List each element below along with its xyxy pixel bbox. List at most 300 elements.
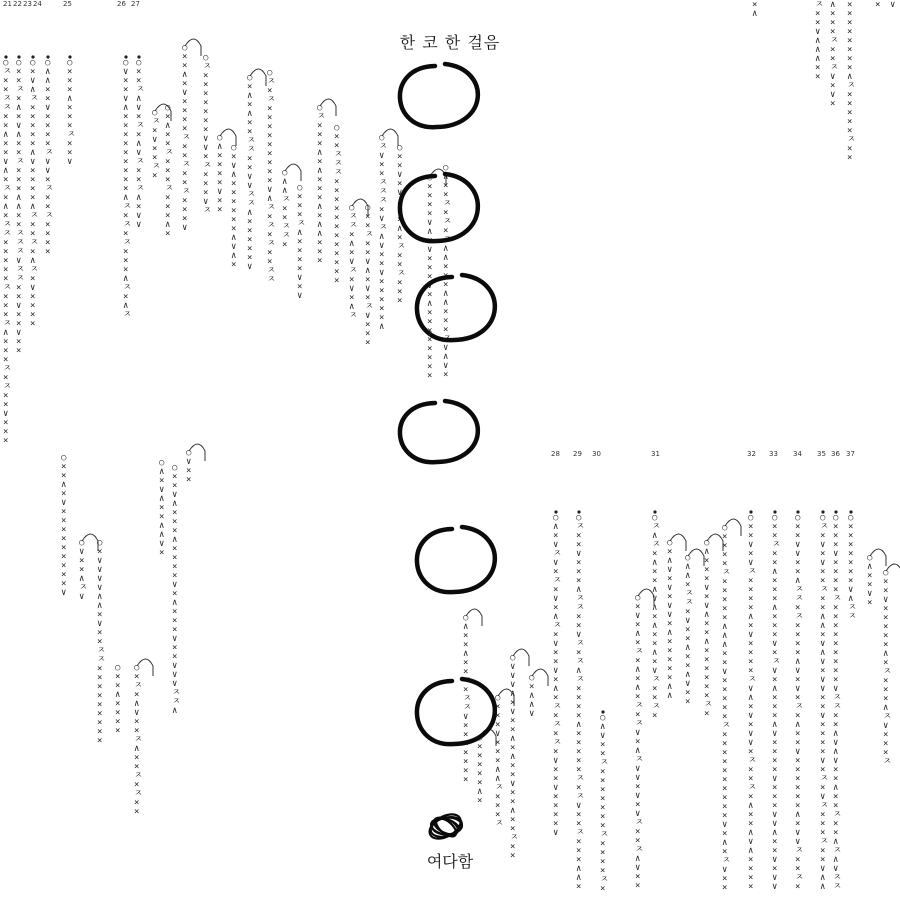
stitch-column xyxy=(553,510,562,838)
stitch-symbol: ㅈ xyxy=(16,265,25,275)
stitch-symbol: × xyxy=(317,184,323,194)
stitch-symbol: × xyxy=(379,313,385,323)
stitch-symbol: × xyxy=(576,648,582,658)
stitch-symbol: ∨ xyxy=(772,873,778,883)
stitch-symbol: ○ xyxy=(510,653,516,663)
stitch-symbol: ∧ xyxy=(722,640,728,650)
stitch-symbol: ㅈ xyxy=(820,585,829,595)
stitch-symbol: × xyxy=(748,810,754,820)
stitch-column xyxy=(134,659,153,817)
stitch-symbol: ㅈ xyxy=(30,94,39,104)
stitch-symbol: ㅈ xyxy=(463,676,472,686)
stitch-symbol: ∨ xyxy=(136,211,142,221)
stitch-symbol: ㅈ xyxy=(510,833,519,843)
stitch-symbol: × xyxy=(772,585,778,595)
stitch-symbol: ○ xyxy=(30,58,36,68)
stitch-symbol: ∨ xyxy=(685,679,691,689)
stitch-symbol: × xyxy=(495,756,501,766)
stitch-symbol: ∧ xyxy=(820,648,826,658)
stitch-symbol: × xyxy=(748,702,754,712)
stitch-symbol: × xyxy=(136,130,142,140)
stitch-symbol: ㅈ xyxy=(3,319,12,329)
stitch-symbol: × xyxy=(576,531,582,541)
stitch-symbol: ㅈ xyxy=(833,873,842,883)
column-number: 29 xyxy=(573,450,582,458)
stitch-symbol: ∨ xyxy=(203,197,209,207)
stitch-symbol: ∧ xyxy=(427,227,433,237)
stitch-symbol: × xyxy=(203,71,209,81)
stitch-symbol: ∨ xyxy=(495,729,501,739)
stitch-symbol: × xyxy=(722,703,728,713)
stitch-symbol: ∧ xyxy=(463,649,469,659)
stitch-symbol: × xyxy=(847,54,853,64)
stitch-symbol: ○ xyxy=(231,143,237,153)
stitch-symbol: × xyxy=(186,475,192,485)
stitch-column xyxy=(67,55,76,167)
stitch-symbol: ∧ xyxy=(134,744,140,754)
stitch-symbol: × xyxy=(772,531,778,541)
stitch-symbol: × xyxy=(231,188,237,198)
stitch-symbol: ○ xyxy=(247,73,253,83)
stitch-symbol: ∧ xyxy=(815,54,821,64)
stitch-symbol: ∨ xyxy=(79,547,85,557)
column-number: 22 xyxy=(13,0,22,8)
stitch-symbol: ○ xyxy=(317,103,323,113)
stitch-symbol: ∧ xyxy=(317,166,323,176)
stitch-symbol: × xyxy=(463,775,469,785)
stitch-symbol: × xyxy=(231,197,237,207)
stitch-symbol: × xyxy=(397,215,403,225)
stitch-symbol: ∨ xyxy=(635,764,641,774)
stitch-symbol: ○ xyxy=(867,553,873,563)
stitch-column xyxy=(334,123,343,286)
stitch-symbol: × xyxy=(722,793,728,803)
stitch-symbol: ㅈ xyxy=(553,702,562,712)
stitch-symbol: × xyxy=(815,18,821,28)
stitch-symbol: ∧ xyxy=(576,666,582,676)
stitch-symbol: × xyxy=(317,139,323,149)
stitch-symbol: ∨ xyxy=(820,540,826,550)
stitch-symbol: ∧ xyxy=(379,322,385,332)
stitch-symbol: ∧ xyxy=(217,142,223,152)
stitch-symbol: × xyxy=(748,666,754,676)
stitch-symbol: × xyxy=(134,753,140,763)
stitch-symbol: ㅈ xyxy=(365,302,374,312)
stitch-symbol: × xyxy=(30,319,36,329)
stitch-symbol: × xyxy=(172,571,178,581)
stitch-symbol: × xyxy=(334,222,340,232)
stitch-symbol: × xyxy=(297,255,303,265)
stitch-symbol: × xyxy=(635,674,641,684)
stitch-symbol: × xyxy=(833,765,839,775)
stitch-symbol: × xyxy=(652,576,658,586)
stitch-symbol: × xyxy=(231,152,237,162)
stitch-symbol: ㅈ xyxy=(3,67,12,77)
stitch-symbol: × xyxy=(136,202,142,212)
stitch-symbol: × xyxy=(182,52,188,62)
stitch-symbol: ∧ xyxy=(635,683,641,693)
stitch-symbol: × xyxy=(3,391,9,401)
stitch-symbol: × xyxy=(67,139,73,149)
stitch-symbol: × xyxy=(203,152,209,162)
stitch-symbol: × xyxy=(685,607,691,617)
stitch-symbol: × xyxy=(123,139,129,149)
stitch-symbol: × xyxy=(748,594,754,604)
stitch-symbol: × xyxy=(510,815,516,825)
stitch-symbol: × xyxy=(883,676,889,686)
stitch-column xyxy=(833,510,842,892)
stitch-symbol: ㅈ xyxy=(247,145,256,155)
stitch-symbol: × xyxy=(61,579,67,589)
stitch-column xyxy=(667,534,686,701)
stitch-symbol: ∨ xyxy=(848,585,854,595)
stitch-symbol: × xyxy=(748,720,754,730)
stitch-symbol: ○ xyxy=(203,53,209,63)
stitch-symbol: × xyxy=(704,628,710,638)
stitch-symbol: ∧ xyxy=(685,670,691,680)
stitch-symbol: × xyxy=(833,522,839,532)
stitch-symbol: ∨ xyxy=(16,328,22,338)
stitch-symbol: ∧ xyxy=(772,828,778,838)
stitch-symbol: × xyxy=(16,139,22,149)
stitch-symbol: × xyxy=(772,621,778,631)
stitch-symbol: × xyxy=(463,667,469,677)
stitch-symbol: × xyxy=(217,205,223,215)
stitch-symbol: ∨ xyxy=(203,134,209,144)
stitch-symbol: ㅈ xyxy=(772,540,781,550)
stitch-symbol: ㅈ xyxy=(334,159,343,169)
stitch-symbol: × xyxy=(247,100,253,110)
stitch-symbol: ○ xyxy=(652,513,658,523)
stitch-symbol: ㅈ xyxy=(267,77,276,87)
stitch-symbol: × xyxy=(600,884,606,894)
stitch-symbol: × xyxy=(334,258,340,268)
stitch-symbol: ∨ xyxy=(136,148,142,158)
stitch-symbol: × xyxy=(3,427,9,437)
stitch-symbol: ∨ xyxy=(297,273,303,283)
stitch-symbol: × xyxy=(165,112,171,122)
stitch-symbol: × xyxy=(443,190,449,200)
stitch-symbol: ㅈ xyxy=(45,184,54,194)
stitch-symbol: × xyxy=(427,371,433,381)
stitch-symbol: × xyxy=(848,540,854,550)
stitch-symbol: × xyxy=(182,214,188,224)
stitch-symbol: × xyxy=(30,67,36,77)
stitch-symbol: ㅈ xyxy=(748,567,757,577)
stitch-symbol: ∧ xyxy=(848,594,854,604)
stitch-symbol: × xyxy=(61,525,67,535)
stitch-symbol: × xyxy=(883,586,889,596)
stitch-symbol: ㅈ xyxy=(833,693,842,703)
stitch-symbol: × xyxy=(397,179,403,189)
stitch-symbol: × xyxy=(795,648,801,658)
stitch-symbol: × xyxy=(722,730,728,740)
stitch-symbol: × xyxy=(576,540,582,550)
stitch-symbol: ㅈ xyxy=(815,0,824,10)
stitch-symbol: ㅈ xyxy=(722,856,731,866)
stitch-symbol: × xyxy=(182,97,188,107)
stitch-symbol: ○ xyxy=(667,538,673,548)
stitch-symbol: ○ xyxy=(365,203,371,213)
stitch-column xyxy=(722,519,741,893)
stitch-symbol: × xyxy=(772,765,778,775)
stitch-symbol: ∨ xyxy=(748,729,754,739)
stitch-symbol: × xyxy=(136,166,142,176)
stitch-symbol: ㅈ xyxy=(267,203,276,213)
stitch-symbol: × xyxy=(3,436,9,446)
stitch-symbol: × xyxy=(61,471,67,481)
stitch-symbol: ㅈ xyxy=(3,220,12,230)
column-number: 35 xyxy=(817,450,826,458)
stitch-symbol: × xyxy=(267,230,273,240)
stitch-symbol: × xyxy=(16,346,22,356)
stitch-symbol: × xyxy=(667,592,673,602)
stitch-symbol: × xyxy=(67,67,73,77)
stitch-symbol: ㅈ xyxy=(349,266,358,276)
stitch-symbol: ㅈ xyxy=(576,657,585,667)
stitch-symbol: ∧ xyxy=(704,610,710,620)
stitch-symbol: × xyxy=(635,620,641,630)
stitch-symbol: × xyxy=(883,604,889,614)
stitch-symbol: ∨ xyxy=(795,747,801,757)
stitch-symbol: × xyxy=(685,580,691,590)
stitch-symbol: × xyxy=(427,353,433,363)
stitch-symbol: × xyxy=(553,585,559,595)
stitch-symbol: ∨ xyxy=(883,595,889,605)
stitch-symbol: × xyxy=(576,756,582,766)
stitch-symbol: × xyxy=(379,286,385,296)
stitch-symbol: ○ xyxy=(67,58,73,68)
stitch-symbol: × xyxy=(685,688,691,698)
stitch-symbol: × xyxy=(123,184,129,194)
stitch-symbol: ∧ xyxy=(282,186,288,196)
stitch-symbol: × xyxy=(495,792,501,802)
stitch-symbol: ∧ xyxy=(123,274,129,284)
stitch-symbol: × xyxy=(61,516,67,526)
stitch-symbol: ∧ xyxy=(397,197,403,207)
stitch-symbol: ㅈ xyxy=(134,789,143,799)
stitch-symbol: ∧ xyxy=(833,837,839,847)
stitch-symbol: × xyxy=(365,248,371,258)
stitch-symbol: ∨ xyxy=(772,639,778,649)
stitch-symbol: × xyxy=(365,293,371,303)
stitch-symbol: × xyxy=(165,157,171,167)
stitch-symbol: ∧ xyxy=(772,684,778,694)
stitch-symbol: × xyxy=(3,274,9,284)
stitch-symbol: × xyxy=(427,362,433,372)
stitch-symbol: × xyxy=(172,652,178,662)
stitch-symbol: ㅈ xyxy=(282,195,291,205)
stitch-symbol: × xyxy=(772,630,778,640)
stitch-symbol: ㅈ xyxy=(3,184,12,194)
stitch-symbol: × xyxy=(704,709,710,719)
stitch-symbol: ∧ xyxy=(652,585,658,595)
stitch-symbol: × xyxy=(172,562,178,572)
stitch-symbol: × xyxy=(704,655,710,665)
stitch-symbol: × xyxy=(16,184,22,194)
stitch-symbol: × xyxy=(553,819,559,829)
stitch-symbol: ∨ xyxy=(748,837,754,847)
stitch-column xyxy=(159,458,165,558)
stitch-symbol: × xyxy=(134,780,140,790)
stitch-symbol: ㅈ xyxy=(16,85,25,95)
stitch-symbol: ∨ xyxy=(553,666,559,676)
stitch-symbol: ∧ xyxy=(159,530,165,540)
stitch-symbol: × xyxy=(365,275,371,285)
stitch-symbol: ∧ xyxy=(772,603,778,613)
stitch-symbol: × xyxy=(152,126,158,136)
stitch-symbol: × xyxy=(61,507,67,517)
stitch-symbol: ㅈ xyxy=(267,275,276,285)
stitch-symbol: × xyxy=(3,121,9,131)
stitch-symbol: × xyxy=(267,149,273,159)
stitch-column xyxy=(685,549,704,707)
stitch-symbol: × xyxy=(152,171,158,181)
stitch-symbol: ∨ xyxy=(820,864,826,874)
stitch-column xyxy=(231,143,237,270)
stitch-symbol: ㅈ xyxy=(134,735,143,745)
stitch-symbol: ○ xyxy=(165,103,171,113)
stitch-symbol: ㅈ xyxy=(443,334,452,344)
stitch-symbol: ㅈ xyxy=(820,837,829,847)
stitch-symbol: × xyxy=(231,206,237,216)
stitch-symbol: × xyxy=(317,157,323,167)
stitch-column xyxy=(30,55,39,329)
stitch-column xyxy=(576,510,585,892)
stitch-symbol: ∧ xyxy=(16,103,22,113)
stitch-symbol: ㅈ xyxy=(16,274,25,284)
stitch-symbol: ㅈ xyxy=(30,238,39,248)
stitch-symbol: ㅈ xyxy=(365,230,374,240)
stitch-symbol: × xyxy=(443,262,449,272)
stitch-symbol: × xyxy=(172,526,178,536)
column-number: 23 xyxy=(23,0,32,8)
stitch-symbol: × xyxy=(576,612,582,622)
stitch-symbol: ∧ xyxy=(722,622,728,632)
stitch-symbol: ∨ xyxy=(397,170,403,180)
stitch-symbol: ∧ xyxy=(136,94,142,104)
stitch-symbol: ∨ xyxy=(365,284,371,294)
stitch-symbol: ∧ xyxy=(847,72,853,82)
stitch-symbol: ∧ xyxy=(317,229,323,239)
stitch-symbol: × xyxy=(334,195,340,205)
stitch-symbol: ㅈ xyxy=(833,810,842,820)
stitch-symbol: × xyxy=(833,792,839,802)
column-number: 28 xyxy=(551,450,560,458)
stitch-symbol: × xyxy=(748,765,754,775)
stitch-symbol: × xyxy=(463,721,469,731)
stitch-symbol: ∨ xyxy=(795,684,801,694)
stitch-symbol: ㅈ xyxy=(652,540,661,550)
stitch-symbol: × xyxy=(820,720,826,730)
stitch-symbol: ∨ xyxy=(667,565,673,575)
stitch-symbol: × xyxy=(772,558,778,568)
stitch-symbol: ○ xyxy=(379,133,385,143)
column-number: 27 xyxy=(131,0,140,8)
stitch-symbol: × xyxy=(847,18,853,28)
stitch-symbol: ∨ xyxy=(576,549,582,559)
stitch-symbol: × xyxy=(123,265,129,275)
stitch-symbol: ∧ xyxy=(45,76,51,86)
stitch-symbol: ㅈ xyxy=(600,875,609,885)
stitch-symbol: × xyxy=(443,325,449,335)
stitch-symbol: × xyxy=(45,112,51,122)
stitch-symbol: ∨ xyxy=(247,262,253,272)
stitch-symbol: ㅈ xyxy=(883,712,892,722)
stitch-symbol: × xyxy=(830,45,836,55)
stitch-symbol: ∧ xyxy=(427,299,433,309)
stitch-symbol: × xyxy=(748,855,754,865)
stitch-symbol: × xyxy=(134,690,140,700)
stitch-column xyxy=(123,55,132,320)
stitch-symbol: ∧ xyxy=(365,266,371,276)
stitch-symbol: × xyxy=(576,819,582,829)
stitch-symbol: ∨ xyxy=(136,220,142,230)
stitch-symbol: ㅈ xyxy=(16,229,25,239)
stitch-symbol: ∨ xyxy=(297,291,303,301)
stitch-symbol: × xyxy=(883,658,889,668)
stitch-symbol: × xyxy=(67,148,73,158)
stitch-symbol: × xyxy=(795,765,801,775)
stitch-symbol: ∨ xyxy=(427,281,433,291)
stitch-symbol: × xyxy=(833,711,839,721)
stitch-symbol: ∨ xyxy=(635,791,641,801)
stitch-symbol: ㅈ xyxy=(203,161,212,171)
stitch-symbol: ∨ xyxy=(45,157,51,167)
stitch-symbol: × xyxy=(722,595,728,605)
stitch-symbol: × xyxy=(685,625,691,635)
stitch-symbol: × xyxy=(247,127,253,137)
stitch-symbol: × xyxy=(553,603,559,613)
stitch-symbol: × xyxy=(3,247,9,257)
stitch-symbol: ∨ xyxy=(748,684,754,694)
stitch-symbol: ∧ xyxy=(820,621,826,631)
stitch-symbol: × xyxy=(600,767,606,777)
stitch-symbol: ㅈ xyxy=(722,721,731,731)
stitch-symbol: ∨ xyxy=(830,72,836,82)
stitch-symbol: × xyxy=(722,649,728,659)
stitch-symbol: ∨ xyxy=(772,729,778,739)
stitch-column xyxy=(365,203,374,348)
stitch-symbol: ㅈ xyxy=(247,199,256,209)
stitch-symbol: × xyxy=(848,522,854,532)
stitch-symbol: ㅈ xyxy=(134,681,143,691)
stitch-symbol: × xyxy=(795,603,801,613)
stitch-symbol: ∨ xyxy=(136,103,142,113)
stitch-symbol: × xyxy=(667,637,673,647)
stitch-symbol: ∧ xyxy=(282,177,288,187)
stitch-column xyxy=(704,534,723,719)
stitch-symbol: ∧ xyxy=(159,521,165,531)
stitch-symbol: × xyxy=(45,238,51,248)
stitch-symbol: ∨ xyxy=(553,639,559,649)
stitch-symbol: ∧ xyxy=(820,873,826,883)
stitch-symbol: × xyxy=(67,112,73,122)
stitch-symbol: ∨ xyxy=(182,88,188,98)
stitch-symbol: ∨ xyxy=(67,157,73,167)
stitch-symbol: × xyxy=(772,846,778,856)
stitch-symbol: × xyxy=(267,248,273,258)
column-number: 21 xyxy=(3,0,12,8)
stitch-symbol: ∧ xyxy=(652,558,658,568)
stitch-symbol: × xyxy=(722,766,728,776)
stitch-symbol: ∨ xyxy=(3,409,9,419)
stitch-symbol: × xyxy=(748,603,754,613)
stitch-symbol: ∧ xyxy=(247,91,253,101)
stitch-symbol: ㅈ xyxy=(136,121,145,131)
stitch-symbol: ∨ xyxy=(97,565,103,575)
stitch-symbol: ∨ xyxy=(427,218,433,228)
